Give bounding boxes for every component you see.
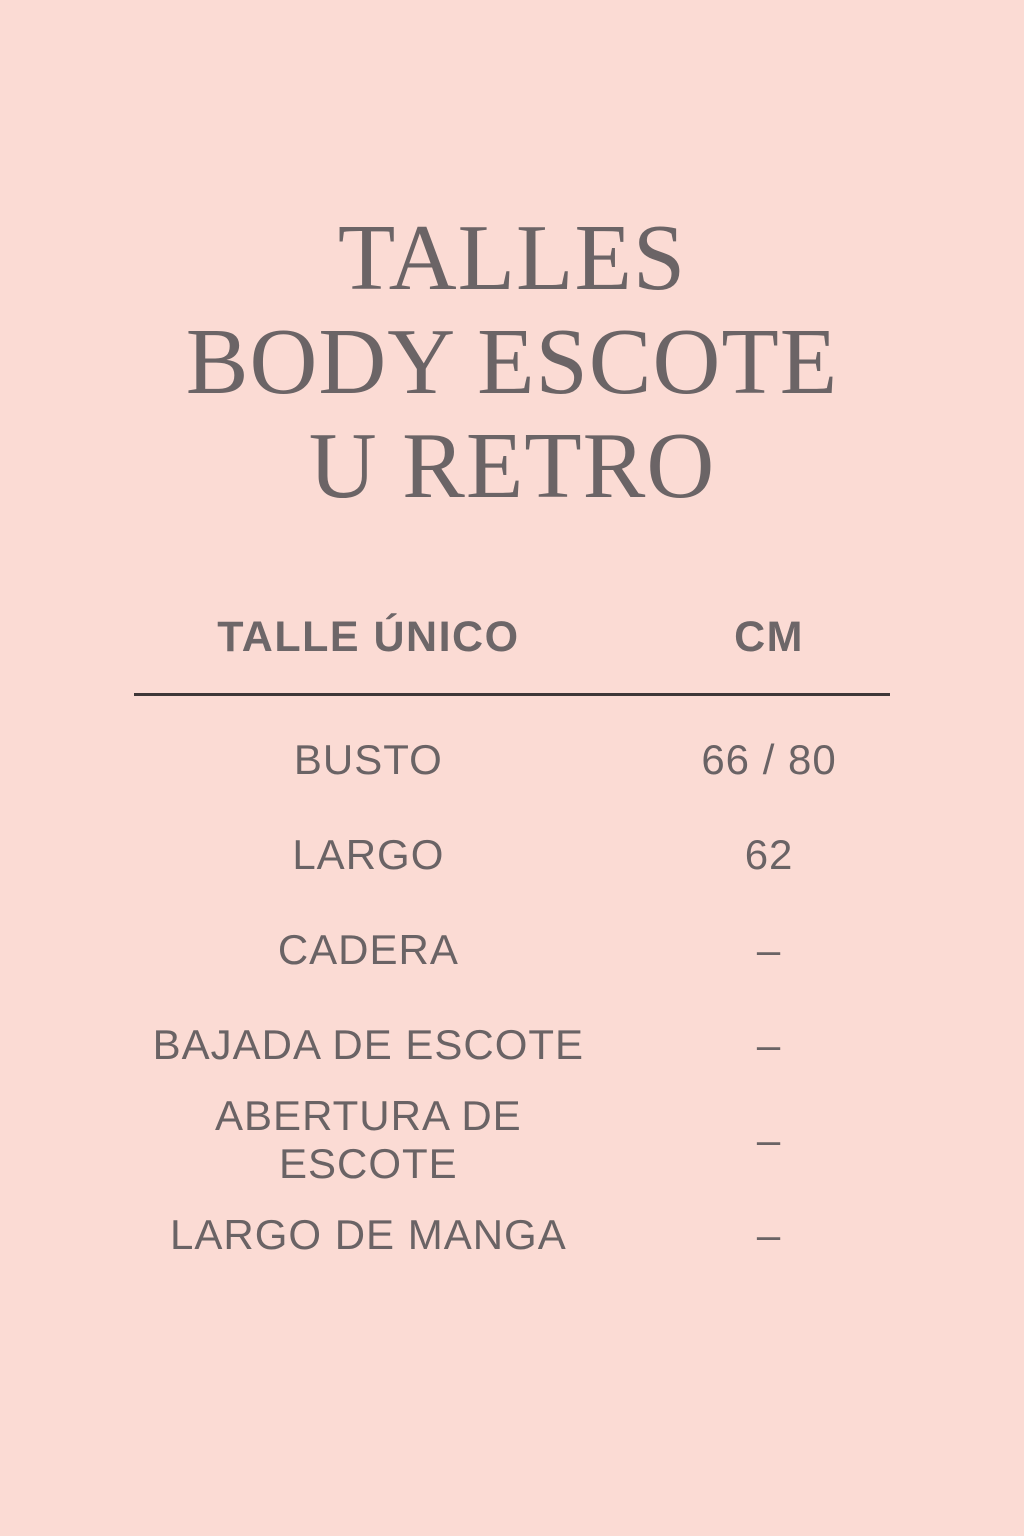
title-line-1: TALLES [337, 206, 687, 310]
table-row-largo [134, 807, 890, 902]
row-label: ABERTURA DE ESCOTE [215, 1091, 522, 1187]
table-row-abertura-de-escote [134, 1092, 890, 1187]
row-value: – [756, 1115, 782, 1163]
column-header-cm: CM [734, 613, 804, 661]
row-label: LARGO DE MANGA [169, 1210, 567, 1258]
row-value: – [756, 925, 782, 973]
table-row-busto [134, 712, 890, 807]
column-header-size: TALLE ÚNICO [217, 613, 520, 661]
row-label: LARGO [292, 830, 445, 878]
row-label: CADERA [277, 925, 459, 973]
table-row-largo-de-manga [134, 1187, 890, 1282]
table-body [134, 712, 890, 1282]
row-value: 66 / 80 [701, 735, 837, 783]
row-value: – [756, 1020, 782, 1068]
size-table [134, 613, 890, 1282]
title-line-3: U RETRO [308, 414, 716, 518]
table-row-cadera [134, 902, 890, 997]
row-label: BAJADA DE ESCOTE [152, 1020, 585, 1068]
row-value: 62 [744, 830, 794, 878]
row-label: BUSTO [293, 735, 443, 783]
table-row-bajada-de-escote [134, 997, 890, 1092]
row-value: – [756, 1210, 782, 1258]
title-line-2: BODY ESCOTE [185, 310, 839, 414]
table-header-row [134, 613, 890, 661]
header-divider-line [134, 693, 890, 696]
page-title [0, 0, 1024, 518]
